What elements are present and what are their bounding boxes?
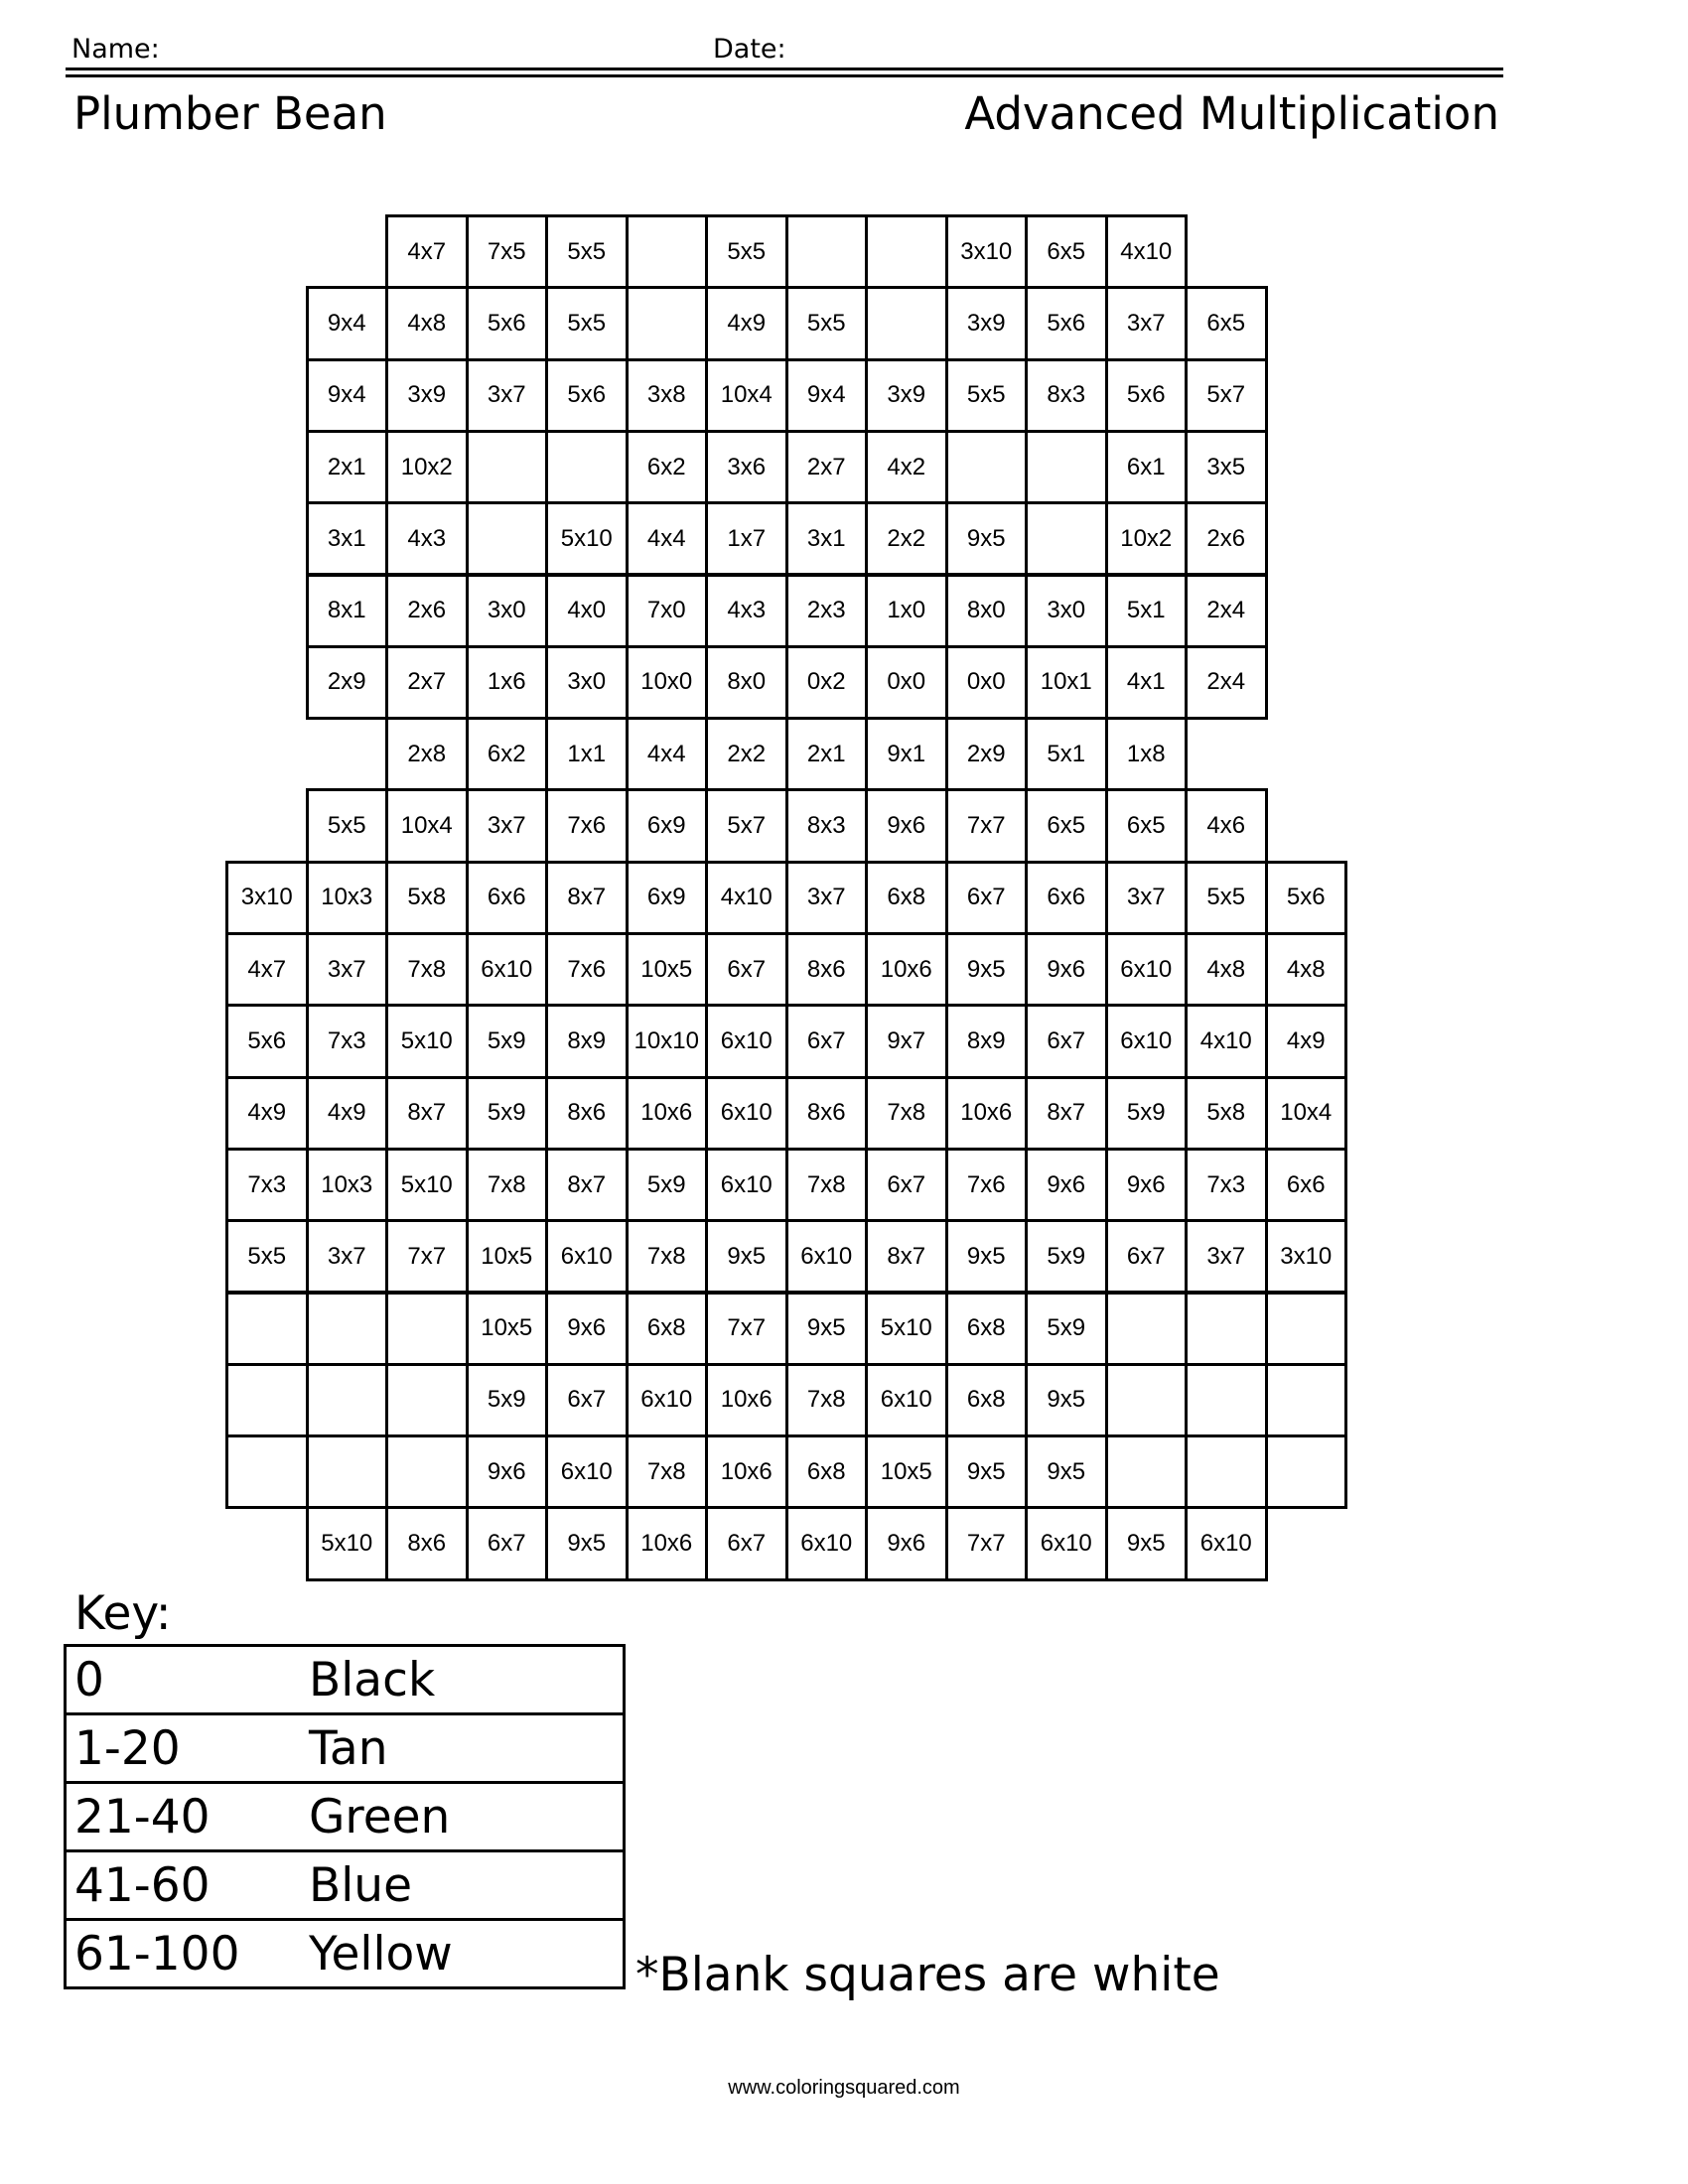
grid-cell: 2x4 (1185, 645, 1268, 720)
grid-cell: 6x8 (945, 1292, 1029, 1366)
grid-cell: 10x2 (385, 430, 469, 504)
grid-cell: 3x8 (626, 358, 709, 433)
grid-cell: 7x8 (865, 1076, 948, 1151)
grid-cell: 8x9 (945, 1004, 1029, 1078)
key-range: 21-40 (66, 1783, 306, 1851)
grid-cell: 8x7 (545, 861, 629, 935)
grid-cell: 6x8 (626, 1292, 709, 1366)
grid-cell: 4x7 (385, 214, 469, 289)
grid-cell: 0x0 (865, 645, 948, 720)
grid-cell: 9x4 (306, 358, 389, 433)
name-label: Name: (71, 34, 160, 65)
key-row (66, 1714, 625, 1783)
color-key-table (64, 1644, 626, 1989)
grid-cell: 8x3 (785, 788, 869, 863)
grid-cell: 10x3 (306, 861, 389, 935)
grid-cell: 4x3 (385, 501, 469, 576)
grid-cell: 5x6 (1265, 861, 1348, 935)
grid-cell: 3x7 (1105, 861, 1189, 935)
date-label: Date: (713, 34, 786, 65)
grid-cell: 10x6 (626, 1506, 709, 1580)
grid-cell: 3x10 (1265, 1219, 1348, 1294)
grid-cell: 5x8 (1185, 1076, 1268, 1151)
grid-cell (1265, 1292, 1348, 1366)
grid-cell (865, 286, 948, 360)
grid-cell: 5x10 (385, 1004, 469, 1078)
grid-cell: 8x9 (545, 1004, 629, 1078)
grid-cell: 6x10 (466, 932, 549, 1007)
grid-cell: 4x3 (705, 574, 788, 648)
grid-cell (385, 1292, 469, 1366)
grid-cell: 10x6 (705, 1363, 788, 1437)
grid-cell: 4x9 (306, 1076, 389, 1151)
grid-cell: 9x6 (865, 788, 948, 863)
grid-cell: 6x10 (865, 1363, 948, 1437)
grid-cell: 5x5 (306, 788, 389, 863)
grid-cell: 3x9 (945, 286, 1029, 360)
grid-cell: 5x1 (1105, 574, 1189, 648)
grid-cell (1265, 1363, 1348, 1437)
grid-cell (466, 430, 549, 504)
grid-cell (385, 1434, 469, 1509)
grid-cell: 2x2 (705, 717, 788, 791)
grid-cell (1185, 1363, 1268, 1437)
grid-cell (1105, 1292, 1189, 1366)
grid-cell: 5x5 (1185, 861, 1268, 935)
grid-cell: 7x8 (626, 1219, 709, 1294)
worksheet-title: Plumber Bean (73, 87, 387, 140)
grid-cell: 4x8 (1265, 932, 1348, 1007)
grid-cell: 6x10 (705, 1148, 788, 1222)
grid-cell: 6x7 (545, 1363, 629, 1437)
grid-cell: 7x6 (545, 788, 629, 863)
grid-cell: 7x3 (306, 1004, 389, 1078)
grid-cell: 2x9 (945, 717, 1029, 791)
grid-cell: 5x7 (1185, 358, 1268, 433)
grid-cell: 9x6 (545, 1292, 629, 1366)
grid-cell: 2x9 (306, 645, 389, 720)
grid-cell: 9x5 (945, 1219, 1029, 1294)
grid-cell: 1x0 (865, 574, 948, 648)
grid-cell: 6x5 (1025, 788, 1108, 863)
grid-cell: 9x5 (545, 1506, 629, 1580)
grid-cell: 0x2 (785, 645, 869, 720)
key-range: 0 (66, 1646, 306, 1714)
grid-cell: 5x6 (1025, 286, 1108, 360)
grid-cell (306, 1292, 389, 1366)
grid-cell: 4x4 (626, 501, 709, 576)
grid-cell: 10x5 (865, 1434, 948, 1509)
grid-cell: 6x7 (1025, 1004, 1108, 1078)
grid-cell: 6x9 (626, 861, 709, 935)
grid-cell: 5x9 (466, 1363, 549, 1437)
grid-cell (1025, 501, 1108, 576)
grid-cell: 9x5 (1025, 1363, 1108, 1437)
grid-cell: 8x7 (1025, 1076, 1108, 1151)
grid-cell: 6x5 (1025, 214, 1108, 289)
grid-cell: 3x7 (466, 358, 549, 433)
grid-cell: 3x10 (945, 214, 1029, 289)
grid-cell: 6x10 (705, 1004, 788, 1078)
grid-cell: 7x7 (945, 1506, 1029, 1580)
grid-cell: 6x10 (785, 1219, 869, 1294)
grid-cell: 4x1 (1105, 645, 1189, 720)
grid-cell: 9x6 (1025, 932, 1108, 1007)
grid-cell: 6x10 (545, 1219, 629, 1294)
grid-cell: 3x9 (385, 358, 469, 433)
grid-cell: 2x1 (785, 717, 869, 791)
grid-cell: 8x1 (306, 574, 389, 648)
grid-cell: 4x2 (865, 430, 948, 504)
grid-cell: 7x0 (626, 574, 709, 648)
grid-cell: 9x5 (785, 1292, 869, 1366)
grid-cell: 6x2 (626, 430, 709, 504)
grid-cell: 9x5 (1025, 1434, 1108, 1509)
grid-cell: 9x6 (1105, 1148, 1189, 1222)
grid-cell: 5x9 (466, 1004, 549, 1078)
grid-cell: 7x7 (945, 788, 1029, 863)
grid-cell: 9x6 (466, 1434, 549, 1509)
grid-cell: 10x5 (626, 932, 709, 1007)
grid-cell: 5x6 (466, 286, 549, 360)
grid-cell: 6x7 (865, 1148, 948, 1222)
grid-cell: 9x6 (865, 1506, 948, 1580)
key-color: Tan (305, 1714, 625, 1783)
grid-cell: 7x5 (466, 214, 549, 289)
grid-cell: 2x4 (1185, 574, 1268, 648)
grid-cell (626, 214, 709, 289)
worksheet-subject: Advanced Multiplication (964, 87, 1499, 140)
key-row (66, 1920, 625, 1988)
grid-cell (225, 1363, 309, 1437)
grid-cell: 8x6 (785, 1076, 869, 1151)
grid-cell: 3x7 (306, 1219, 389, 1294)
grid-cell (945, 430, 1029, 504)
grid-cell: 3x6 (705, 430, 788, 504)
grid-cell: 5x9 (1025, 1219, 1108, 1294)
grid-cell: 4x10 (1105, 214, 1189, 289)
footer-url: www.coloringsquared.com (728, 2077, 960, 2099)
grid-cell: 8x6 (785, 932, 869, 1007)
blank-squares-note: *Blank squares are white (635, 1948, 1220, 2002)
grid-cell: 5x9 (466, 1076, 549, 1151)
grid-cell: 9x5 (945, 932, 1029, 1007)
grid-cell: 3x1 (306, 501, 389, 576)
grid-cell: 5x9 (1025, 1292, 1108, 1366)
grid-cell (306, 1434, 389, 1509)
grid-cell: 10x0 (626, 645, 709, 720)
grid-cell: 9x5 (1105, 1506, 1189, 1580)
grid-cell: 9x5 (705, 1219, 788, 1294)
grid-cell (1185, 1292, 1268, 1366)
grid-cell: 6x7 (945, 861, 1029, 935)
grid-cell: 6x8 (785, 1434, 869, 1509)
grid-cell: 6x2 (466, 717, 549, 791)
grid-cell: 10x3 (306, 1148, 389, 1222)
grid-cell: 3x0 (466, 574, 549, 648)
grid-cell (225, 1434, 309, 1509)
grid-cell: 9x7 (865, 1004, 948, 1078)
grid-cell: 7x7 (705, 1292, 788, 1366)
grid-cell: 6x10 (705, 1076, 788, 1151)
grid-cell: 6x7 (705, 1506, 788, 1580)
grid-cell: 7x7 (385, 1219, 469, 1294)
grid-cell: 9x4 (306, 286, 389, 360)
grid-cell: 4x9 (705, 286, 788, 360)
grid-cell: 5x5 (545, 286, 629, 360)
grid-cell: 5x5 (225, 1219, 309, 1294)
grid-cell: 7x6 (945, 1148, 1029, 1222)
grid-cell: 3x7 (1185, 1219, 1268, 1294)
grid-cell: 5x10 (545, 501, 629, 576)
grid-cell: 2x7 (785, 430, 869, 504)
grid-cell: 7x3 (225, 1148, 309, 1222)
grid-cell: 3x1 (785, 501, 869, 576)
grid-cell: 3x7 (785, 861, 869, 935)
key-row (66, 1783, 625, 1851)
grid-cell: 5x10 (865, 1292, 948, 1366)
grid-cell: 3x7 (466, 788, 549, 863)
grid-cell: 9x6 (1025, 1148, 1108, 1222)
key-range: 1-20 (66, 1714, 306, 1783)
grid-cell: 10x4 (1265, 1076, 1348, 1151)
grid-cell: 2x6 (1185, 501, 1268, 576)
grid-cell: 10x5 (466, 1219, 549, 1294)
grid-cell (626, 286, 709, 360)
grid-cell: 7x8 (785, 1148, 869, 1222)
grid-cell: 7x6 (545, 932, 629, 1007)
grid-cell (225, 1292, 309, 1366)
grid-cell: 4x9 (225, 1076, 309, 1151)
grid-cell: 2x7 (385, 645, 469, 720)
grid-cell: 6x7 (1105, 1219, 1189, 1294)
grid-cell: 3x9 (865, 358, 948, 433)
key-title: Key: (74, 1586, 172, 1641)
key-row (66, 1851, 625, 1920)
key-color: Blue (305, 1851, 625, 1920)
grid-cell: 0x0 (945, 645, 1029, 720)
grid-cell: 5x5 (545, 214, 629, 289)
grid-cell: 10x6 (626, 1076, 709, 1151)
grid-cell (785, 214, 869, 289)
grid-cell: 7x8 (626, 1434, 709, 1509)
grid-cell: 6x6 (1025, 861, 1108, 935)
grid-cell: 2x6 (385, 574, 469, 648)
grid-cell: 6x6 (1265, 1148, 1348, 1222)
grid-cell: 8x7 (865, 1219, 948, 1294)
grid-cell: 1x6 (466, 645, 549, 720)
grid-cell: 3x7 (306, 932, 389, 1007)
grid-cell: 4x4 (626, 717, 709, 791)
grid-cell: 5x5 (705, 214, 788, 289)
grid-cell: 10x4 (385, 788, 469, 863)
grid-cell: 6x8 (945, 1363, 1029, 1437)
grid-cell: 9x1 (865, 717, 948, 791)
grid-cell (865, 214, 948, 289)
grid-cell: 8x6 (545, 1076, 629, 1151)
grid-cell: 6x10 (626, 1363, 709, 1437)
grid-cell: 10x1 (1025, 645, 1108, 720)
grid-cell: 5x1 (1025, 717, 1108, 791)
grid-cell: 5x9 (626, 1148, 709, 1222)
grid-cell (1105, 1363, 1189, 1437)
grid-cell: 5x10 (306, 1506, 389, 1580)
grid-cell: 10x6 (705, 1434, 788, 1509)
grid-cell: 6x7 (466, 1506, 549, 1580)
grid-cell: 2x1 (306, 430, 389, 504)
grid-cell: 3x10 (225, 861, 309, 935)
grid-cell: 5x6 (225, 1004, 309, 1078)
grid-cell: 2x8 (385, 717, 469, 791)
grid-cell: 7x8 (466, 1148, 549, 1222)
grid-cell: 6x5 (1185, 286, 1268, 360)
grid-cell: 6x7 (705, 932, 788, 1007)
grid-cell (545, 430, 629, 504)
grid-cell: 6x10 (545, 1434, 629, 1509)
grid-cell: 4x8 (385, 286, 469, 360)
grid-cell: 4x10 (1185, 1004, 1268, 1078)
grid-cell: 6x6 (466, 861, 549, 935)
grid-cell: 2x2 (865, 501, 948, 576)
grid-cell: 3x0 (1025, 574, 1108, 648)
grid-cell: 2x3 (785, 574, 869, 648)
key-range: 41-60 (66, 1851, 306, 1920)
grid-cell: 1x1 (545, 717, 629, 791)
grid-cell: 10x4 (705, 358, 788, 433)
grid-cell: 5x8 (385, 861, 469, 935)
grid-cell: 8x7 (385, 1076, 469, 1151)
grid-cell: 1x7 (705, 501, 788, 576)
grid-cell: 10x6 (865, 932, 948, 1007)
grid-cell: 7x3 (1185, 1148, 1268, 1222)
grid-cell: 5x6 (545, 358, 629, 433)
grid-cell: 10x5 (466, 1292, 549, 1366)
grid-cell: 8x0 (705, 645, 788, 720)
key-row (66, 1646, 625, 1714)
key-color: Green (305, 1783, 625, 1851)
grid-cell: 6x10 (1185, 1506, 1268, 1580)
grid-cell: 6x10 (1025, 1506, 1108, 1580)
grid-cell (1105, 1434, 1189, 1509)
grid-cell: 4x10 (705, 861, 788, 935)
grid-cell: 5x9 (1105, 1076, 1189, 1151)
grid-cell (1265, 1434, 1348, 1509)
grid-cell: 8x3 (1025, 358, 1108, 433)
grid-cell: 6x10 (1105, 1004, 1189, 1078)
grid-cell: 4x6 (1185, 788, 1268, 863)
grid-cell: 8x0 (945, 574, 1029, 648)
grid-cell: 6x10 (785, 1506, 869, 1580)
grid-cell: 9x4 (785, 358, 869, 433)
grid-cell (1185, 1434, 1268, 1509)
key-color: Yellow (305, 1920, 625, 1988)
grid-cell: 7x8 (385, 932, 469, 1007)
grid-cell (1025, 430, 1108, 504)
grid-cell: 9x5 (945, 1434, 1029, 1509)
grid-cell: 8x6 (385, 1506, 469, 1580)
grid-cell: 10x6 (945, 1076, 1029, 1151)
grid-cell (385, 1363, 469, 1437)
grid-cell: 4x9 (1265, 1004, 1348, 1078)
grid-cell: 10x2 (1105, 501, 1189, 576)
key-color: Black (305, 1646, 625, 1714)
grid-cell: 6x9 (626, 788, 709, 863)
grid-cell: 4x0 (545, 574, 629, 648)
grid-cell (306, 1363, 389, 1437)
grid-cell: 6x10 (1105, 932, 1189, 1007)
grid-cell: 9x5 (945, 501, 1029, 576)
grid-cell: 4x8 (1185, 932, 1268, 1007)
grid-cell: 6x1 (1105, 430, 1189, 504)
grid-cell: 3x7 (1105, 286, 1189, 360)
grid-cell (466, 501, 549, 576)
grid-cell: 5x10 (385, 1148, 469, 1222)
grid-cell: 3x0 (545, 645, 629, 720)
key-range: 61-100 (66, 1920, 306, 1988)
grid-cell: 1x8 (1105, 717, 1189, 791)
grid-cell: 8x7 (545, 1148, 629, 1222)
grid-cell: 5x5 (945, 358, 1029, 433)
grid-cell: 4x7 (225, 932, 309, 1007)
grid-cell: 10x10 (626, 1004, 709, 1078)
grid-cell: 6x8 (865, 861, 948, 935)
grid-cell: 5x5 (785, 286, 869, 360)
grid-cell: 6x7 (785, 1004, 869, 1078)
grid-cell: 3x5 (1185, 430, 1268, 504)
grid-cell: 5x7 (705, 788, 788, 863)
grid-cell: 7x8 (785, 1363, 869, 1437)
grid-cell: 6x5 (1105, 788, 1189, 863)
grid-cell: 5x6 (1105, 358, 1189, 433)
